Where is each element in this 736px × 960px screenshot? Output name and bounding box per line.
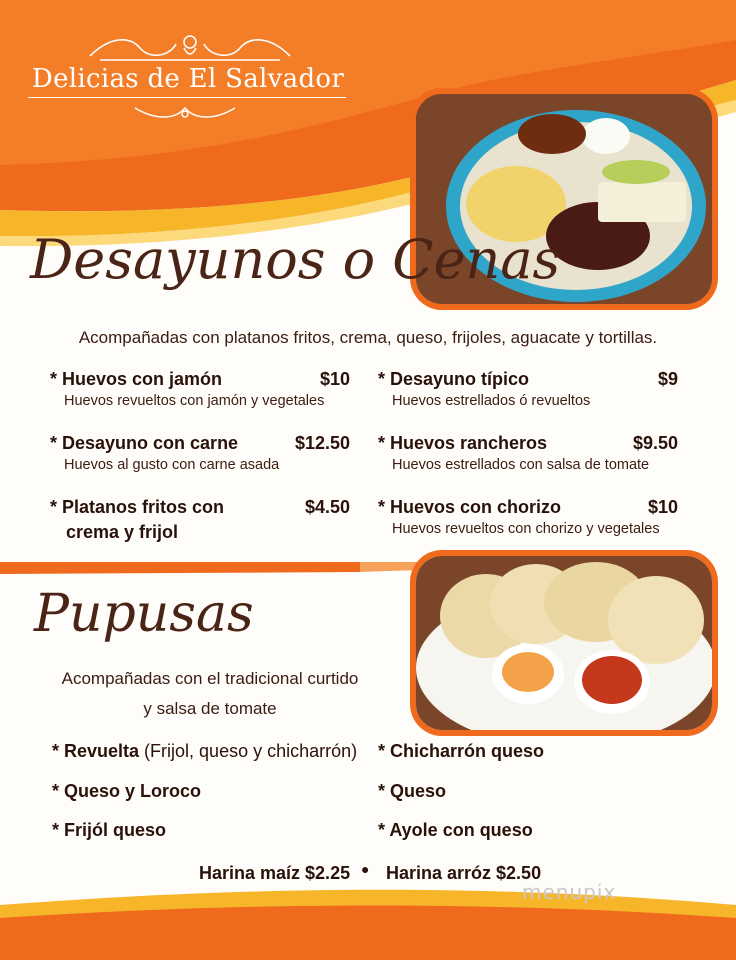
section-title-desayunos: Desayunos o Cenas — [30, 228, 561, 291]
header-ornament-bottom — [130, 100, 240, 124]
menu-item-desayuno-tipico — [378, 369, 678, 409]
item-description: Huevos estrellados con salsa de tomate — [392, 457, 650, 473]
price-separator-bullet: ● — [361, 861, 370, 877]
pupusa-item-revuelta — [52, 741, 357, 762]
pupusa-name: * Queso — [378, 781, 447, 801]
menu-item-huevos-rancheros — [378, 433, 678, 473]
pupusas-subtitle-line1: Acompañadas con el tradicional curtido — [61, 669, 359, 688]
pupusas-subtitle-line2: y salsa de tomate — [143, 699, 277, 718]
item-price: $10 — [647, 497, 678, 517]
pupusa-name: * Queso y Loroco — [52, 781, 202, 801]
pupusa-detail: (Frijol, queso y chicharrón) — [139, 741, 358, 761]
item-price: $12.50 — [294, 433, 350, 453]
item-description: Huevos revueltos con chorizo y vegetales — [392, 521, 660, 537]
pupusa-name: * Ayole con queso — [378, 820, 533, 840]
pupusa-item-ayole-queso — [378, 820, 533, 841]
pupusa-item-queso — [378, 781, 446, 802]
brand-title: Delicias de El Salvador — [31, 64, 345, 94]
item-name: * Platanos fritos con — [50, 497, 225, 517]
item-name: * Huevos con jamón — [50, 369, 223, 389]
price-harina-maiz: Harina maíz $2.25 — [199, 863, 351, 883]
pupusa-item-frijol-queso — [52, 820, 166, 841]
watermark: menupix — [522, 880, 617, 904]
pupusas-photo — [416, 556, 712, 730]
pupusa-name: * Revuelta — [52, 741, 140, 761]
item-description: Huevos revueltos con jamón y vegetales — [64, 393, 325, 409]
item-name: * Huevos rancheros — [378, 433, 548, 453]
item-name: * Huevos con chorizo — [378, 497, 562, 517]
pupusa-item-chicharron-queso — [378, 741, 544, 762]
section-title-pupusas: Pupusas — [34, 584, 254, 644]
price-harina-arroz: Harina arróz $2.50 — [386, 863, 542, 883]
item-name: * Desayuno con carne — [50, 433, 239, 453]
menu-item-platanos-fritos — [50, 497, 350, 543]
item-name-continued: crema y frijol — [66, 522, 179, 542]
menu-item-desayuno-carne — [50, 433, 350, 473]
item-description: Huevos estrellados ó revueltos — [392, 393, 591, 409]
pupusa-name: * Chicharrón queso — [378, 741, 545, 761]
item-description: Huevos al gusto con carne asada — [64, 457, 280, 473]
menu-item-huevos-chorizo — [378, 497, 678, 537]
item-price: $10 — [319, 369, 350, 389]
item-price: $9 — [657, 369, 678, 389]
brand-underline — [28, 97, 346, 98]
menu-item-huevos-jamon — [50, 369, 350, 409]
desayunos-subtitle: Acompañadas con platanos fritos, crema, queso, frijoles, aguacate y tortillas. — [78, 328, 658, 347]
header-ornament-top — [80, 26, 300, 66]
item-name: * Desayuno típico — [378, 369, 530, 389]
pupusa-name: * Frijól queso — [52, 820, 167, 840]
pupusa-item-queso-loroco — [52, 781, 201, 802]
item-price: $9.50 — [632, 433, 678, 453]
item-price: $4.50 — [304, 497, 350, 517]
